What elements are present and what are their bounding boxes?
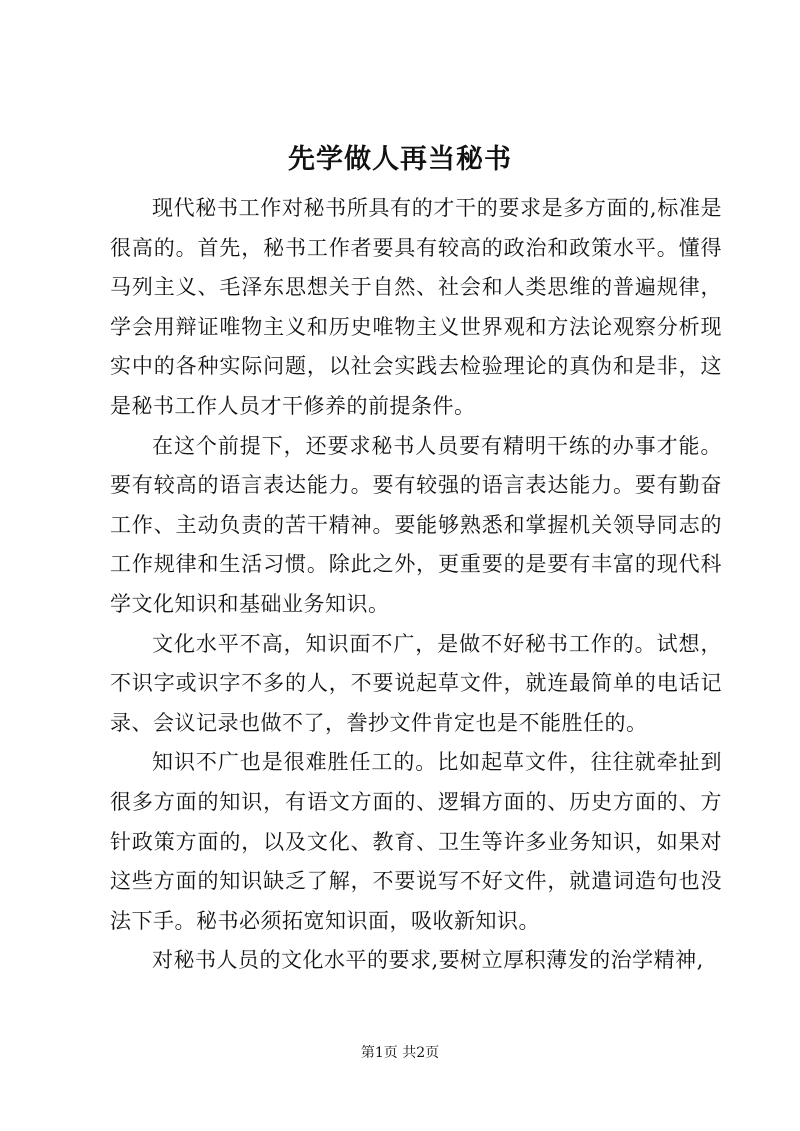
paragraph: 现代秘书工作对秘书所具有的才干的要求是多方面的,标准是很高的。首先，秘书工作者要具有较高的政治和政策水平。懂得马列主义、毛泽东思想关于自然、社会和人类思维的普遍规律，学会用辩证唯物主义和历史唯物主义世界观和方法论观察分析现实中的各种实际问题，以社会实践去检验理论的真伪和是非，这是秘书工作人员才干修养的前提条件。: [110, 196, 722, 418]
paragraph: 文化水平不高，知识面不广，是做不好秘书工作的。试想，不识字或识字不多的人，不要说起草文件，就连最简单的电话记录、会议记录也做不了，誊抄文件肯定也是不能胜任的。: [110, 631, 722, 735]
document-body: [110, 189, 722, 981]
document-title: 先学做人再当秘书: [288, 144, 512, 175]
page-footer: 第1页 共2页: [360, 1045, 440, 1061]
paragraph: 在这个前提下，还要求秘书人员要有精明干练的办事才能。要有较高的语言表达能力。要有较强的语言表达能力。要有勤奋工作、主动负责的苦干精神。要能够熟悉和掌握机关领导同志的工作规律和生活习惯。除此之外，更重要的是要有丰富的现代科学文化知识和基础业务知识。: [110, 433, 722, 616]
paragraph: 对秘书人员的文化水平的要求,要树立厚积薄发的治学精神,: [152, 948, 704, 973]
paragraph: 知识不广也是很难胜任工的。比如起草文件，往往就牵扯到很多方面的知识，有语文方面的、逻辑方面的、历史方面的、方针政策方面的，以及文化、教育、卫生等许多业务知识，如果对这些方面的知识缺乏了解，不要说写不好文件，就遣词造句也没法下手。秘书必须拓宽知识面，吸收新知识。: [110, 750, 722, 933]
